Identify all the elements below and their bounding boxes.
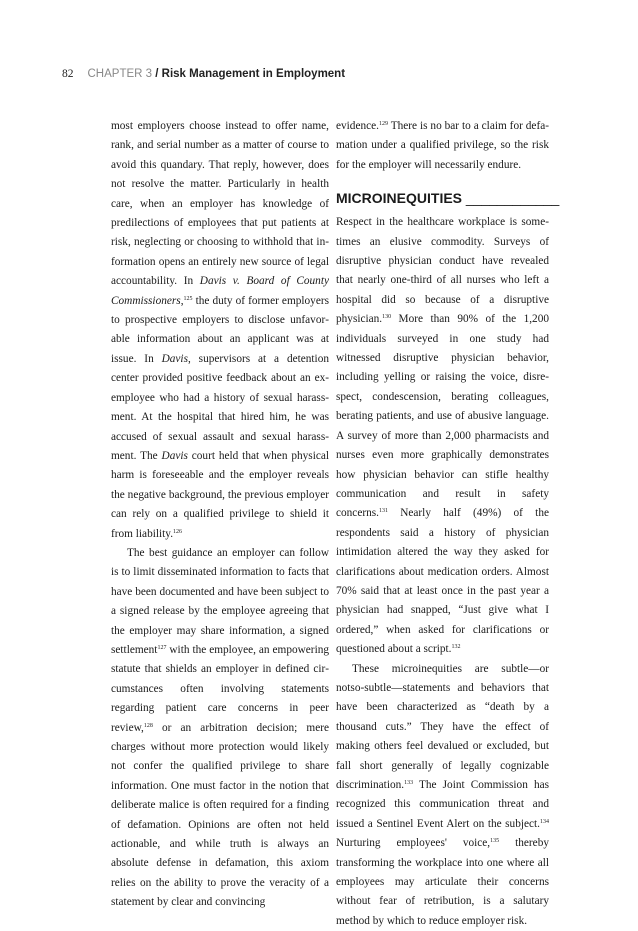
footnote-ref: 134	[540, 818, 549, 825]
text-run: most employers choose instead to offer name, rank, and serial number as a matter of course to avoid this quandary. That reply, however, does not resolve the matter. Particularly in health care, when an employer has knowledge of predilections of employees that put patients at risk, neglecting or choosing to withhold that information opens an entirely new source of legal accountability. In	[111, 120, 329, 288]
body-paragraph	[336, 117, 549, 175]
section-heading-text: MICROINEQUITIES	[336, 190, 463, 207]
text-run: with the employee, an empowering statute that shields an employer in defined circumstances often involving statements regarding patient care concerns in peer review,	[111, 643, 329, 734]
italic-text: Davis	[161, 352, 188, 365]
chapter-title: Risk Management in Employment	[161, 68, 346, 80]
body-paragraph	[111, 117, 329, 544]
text-run: thereby transforming the workplace into one where all employees may articulate their concerns without fear of retribution, is a salutary method by which to reduce employer risk.	[336, 837, 549, 927]
text-run: The best guidance an employer can follow is to limit disseminated information to facts that have been documented and have been subject to a signed release by the employee agreeing that the employer may share information, a signed settlement	[111, 546, 329, 656]
footnote-ref: 132	[451, 644, 461, 651]
footnote-ref: 127	[157, 644, 167, 651]
text-run: More than 90% of the 1,200 individuals surveyed in one study had witnessed disruptive physician behavior, including yelling or raising the voice, disrespect, condescension, berating colleagues, berating patients, and use of abusive language. A survey of more than 2,000 pharmacists and nurses even more graphically demonstrates how physician behavior can stifle healthy communication and result in safety concerns.	[336, 313, 549, 520]
text-run: These microinequities are subtle—or notso-subtle—statements and behaviors that have been characterized as “death by a thousand cuts.” They have the effect of making others feel devalued or excluded, but fall short generally of legally cognizable discrimination.	[336, 662, 549, 791]
chapter-label: CHAPTER 3	[87, 68, 153, 80]
section-heading-rule: ____________	[465, 190, 560, 207]
chapter-separator: /	[152, 68, 162, 80]
footnote-ref: 128	[143, 722, 153, 729]
body-paragraph	[336, 660, 549, 931]
right-column	[336, 117, 560, 931]
body-paragraph	[111, 544, 329, 913]
text-run: evidence.	[336, 120, 379, 132]
text-run: Respect in the healthcare workplace is sometimes an elusive commodity. Surveys of disruptive physician conduct have revealed that nearly one-third of all nurses who left a hospital did so because of a disruptive physician.	[336, 216, 549, 326]
text-run: Nearly half (49%) of the respondents said a history of physician intimidation altered the way they asked for clarifications about medication orders. Almost 70% said that at least once in the past year a physician had snapped, “Just give what I ordered,” when asked for clarifications or questioned about a script.	[336, 507, 549, 656]
footnote-ref: 130	[382, 314, 392, 321]
text-run: court held that when physical harm is foreseeable and the employer reveals the negative background, the previous employer can rely on a qualified privilege to shield it from liability.	[111, 449, 329, 540]
text-run: There is no bar to a claim for defamation under a qualified privilege, so the risk for the employer will necessarily endure.	[336, 120, 549, 171]
text-run: or an arbitration decision; mere charges without more protection would likely not confer the qualified privilege to share information. One must factor in the notion that deliberate malice is often required for a finding of defamation. Opinions are often not held actionable, and while truth is always an absolute defense in defamation, this axiom relies on the ability to prove the veracity of a statement by clear and convincing	[111, 721, 329, 909]
running-head	[62, 66, 345, 82]
text-run: The Joint Commission has recognized this communication threat and issued a Sentinel Event Alert on the subject.	[336, 779, 549, 830]
section-heading	[336, 189, 560, 207]
text-run: Nurturing employees' voice,	[336, 837, 491, 850]
page-number: 82	[62, 68, 74, 80]
body-paragraph	[336, 213, 549, 659]
footnote-ref: 135	[490, 838, 500, 845]
footnote-ref: 133	[404, 780, 414, 786]
text-run: the duty of former employers to prospective employers to disclose unfavorable information about an applicant was at issue. In	[111, 294, 329, 365]
footnote-ref: 125	[183, 295, 193, 302]
footnote-ref: 126	[173, 528, 183, 535]
footnote-ref: 131	[378, 508, 388, 515]
footnote-ref: 129	[378, 121, 388, 127]
text-run: ,	[180, 294, 184, 307]
italic-text: Davis	[161, 449, 188, 462]
text-run: , supervisors at a detention center provided positive feedback about an ex-employee who had a history of sexual harassment. At the hospital that hired him, he was accused of sexual assault and sexual harassment. The	[111, 352, 329, 462]
italic-text: Davis v. Board of County Commissioners	[111, 275, 329, 307]
left-column	[111, 117, 329, 913]
